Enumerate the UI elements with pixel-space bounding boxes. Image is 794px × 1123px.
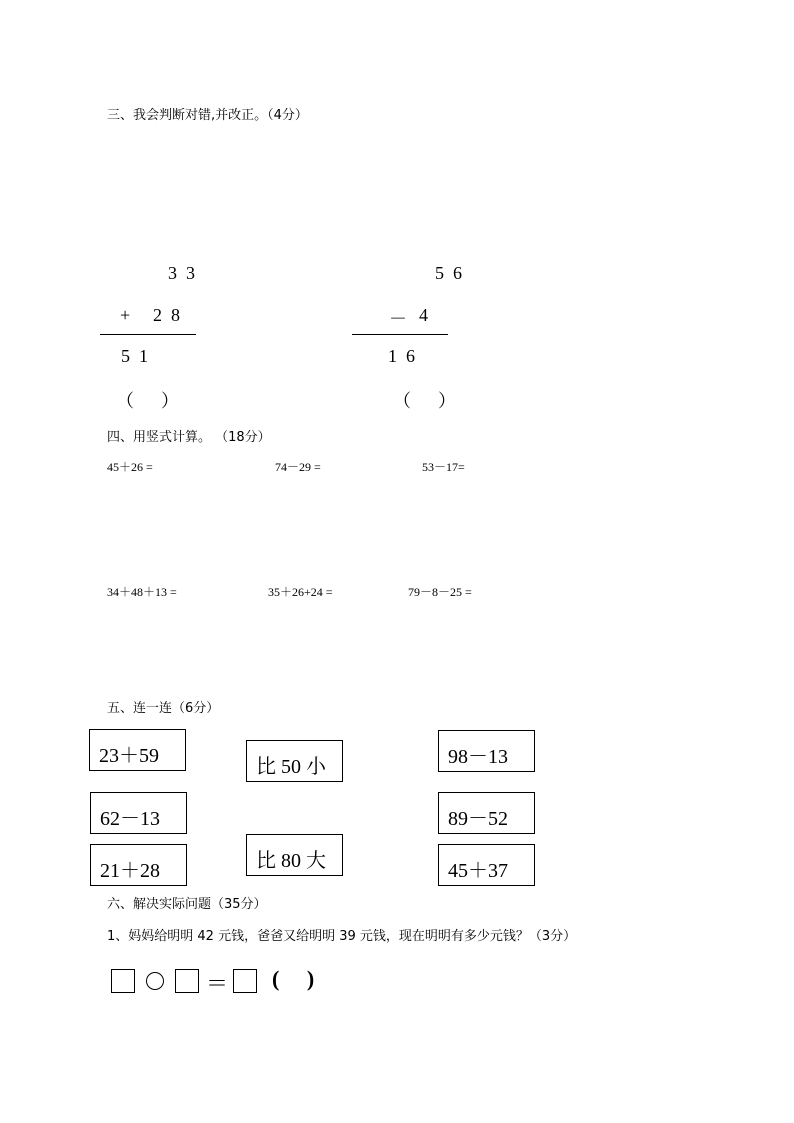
match-box-left[interactable]: 23＋59 xyxy=(89,729,186,771)
match-box-right[interactable]: 89－52 xyxy=(438,792,535,834)
calc-expression: 79－8－25 = xyxy=(408,585,472,599)
match-box-right[interactable]: 45＋37 xyxy=(438,844,535,886)
match-box-middle[interactable]: 比 80 大 xyxy=(246,834,343,876)
section6-title: 六、解决实际问题（35分） xyxy=(107,897,267,912)
problem-b-rule xyxy=(352,334,448,335)
answer-square[interactable] xyxy=(233,969,257,993)
calc-expression: 53－17= xyxy=(422,460,465,474)
problem-a-result: 5 1 xyxy=(121,346,148,366)
problem-a-answer-parens: （ ） xyxy=(116,391,179,411)
answer-square[interactable] xyxy=(111,969,135,993)
problem-b-operand: 4 xyxy=(419,305,428,325)
problem-b-result: 1 6 xyxy=(388,346,415,366)
match-box-left[interactable]: 21＋28 xyxy=(90,844,187,886)
calc-expression: 34＋48＋13 = xyxy=(107,585,177,599)
calc-expression: 45＋26 = xyxy=(107,460,153,474)
problem-a-rule xyxy=(100,334,196,335)
problem-b-answer-parens: （ ） xyxy=(393,391,456,411)
problem-b-top: 5 6 xyxy=(435,263,462,283)
section3-title: 三、我会判断对错,并改正。（4分） xyxy=(107,108,308,123)
equals-sign: ＝ xyxy=(206,971,229,996)
calc-expression: 35＋26+24 = xyxy=(268,585,333,599)
answer-unit-parens[interactable]: ( ) xyxy=(272,966,315,991)
problem-a-operand: 2 8 xyxy=(153,305,180,325)
problem-b-operator: － xyxy=(389,309,407,329)
match-box-left[interactable]: 62－13 xyxy=(90,792,187,834)
section5-title: 五、连一连（6分） xyxy=(107,701,220,716)
section4-title: 四、用竖式计算。 （18分） xyxy=(107,430,271,445)
problem-a-operator: + xyxy=(120,305,131,325)
match-box-middle[interactable]: 比 50 小 xyxy=(246,740,343,782)
match-box-right[interactable]: 98－13 xyxy=(438,730,535,772)
word-problem-1: 1、妈妈给明明 42 元钱，爸爸又给明明 39 元钱，现在明明有多少元钱？（3分） xyxy=(107,929,577,944)
calc-expression: 74－29 = xyxy=(275,460,321,474)
problem-a-top: 3 3 xyxy=(168,263,195,283)
answer-square[interactable] xyxy=(175,969,199,993)
operator-circle[interactable] xyxy=(146,972,164,990)
